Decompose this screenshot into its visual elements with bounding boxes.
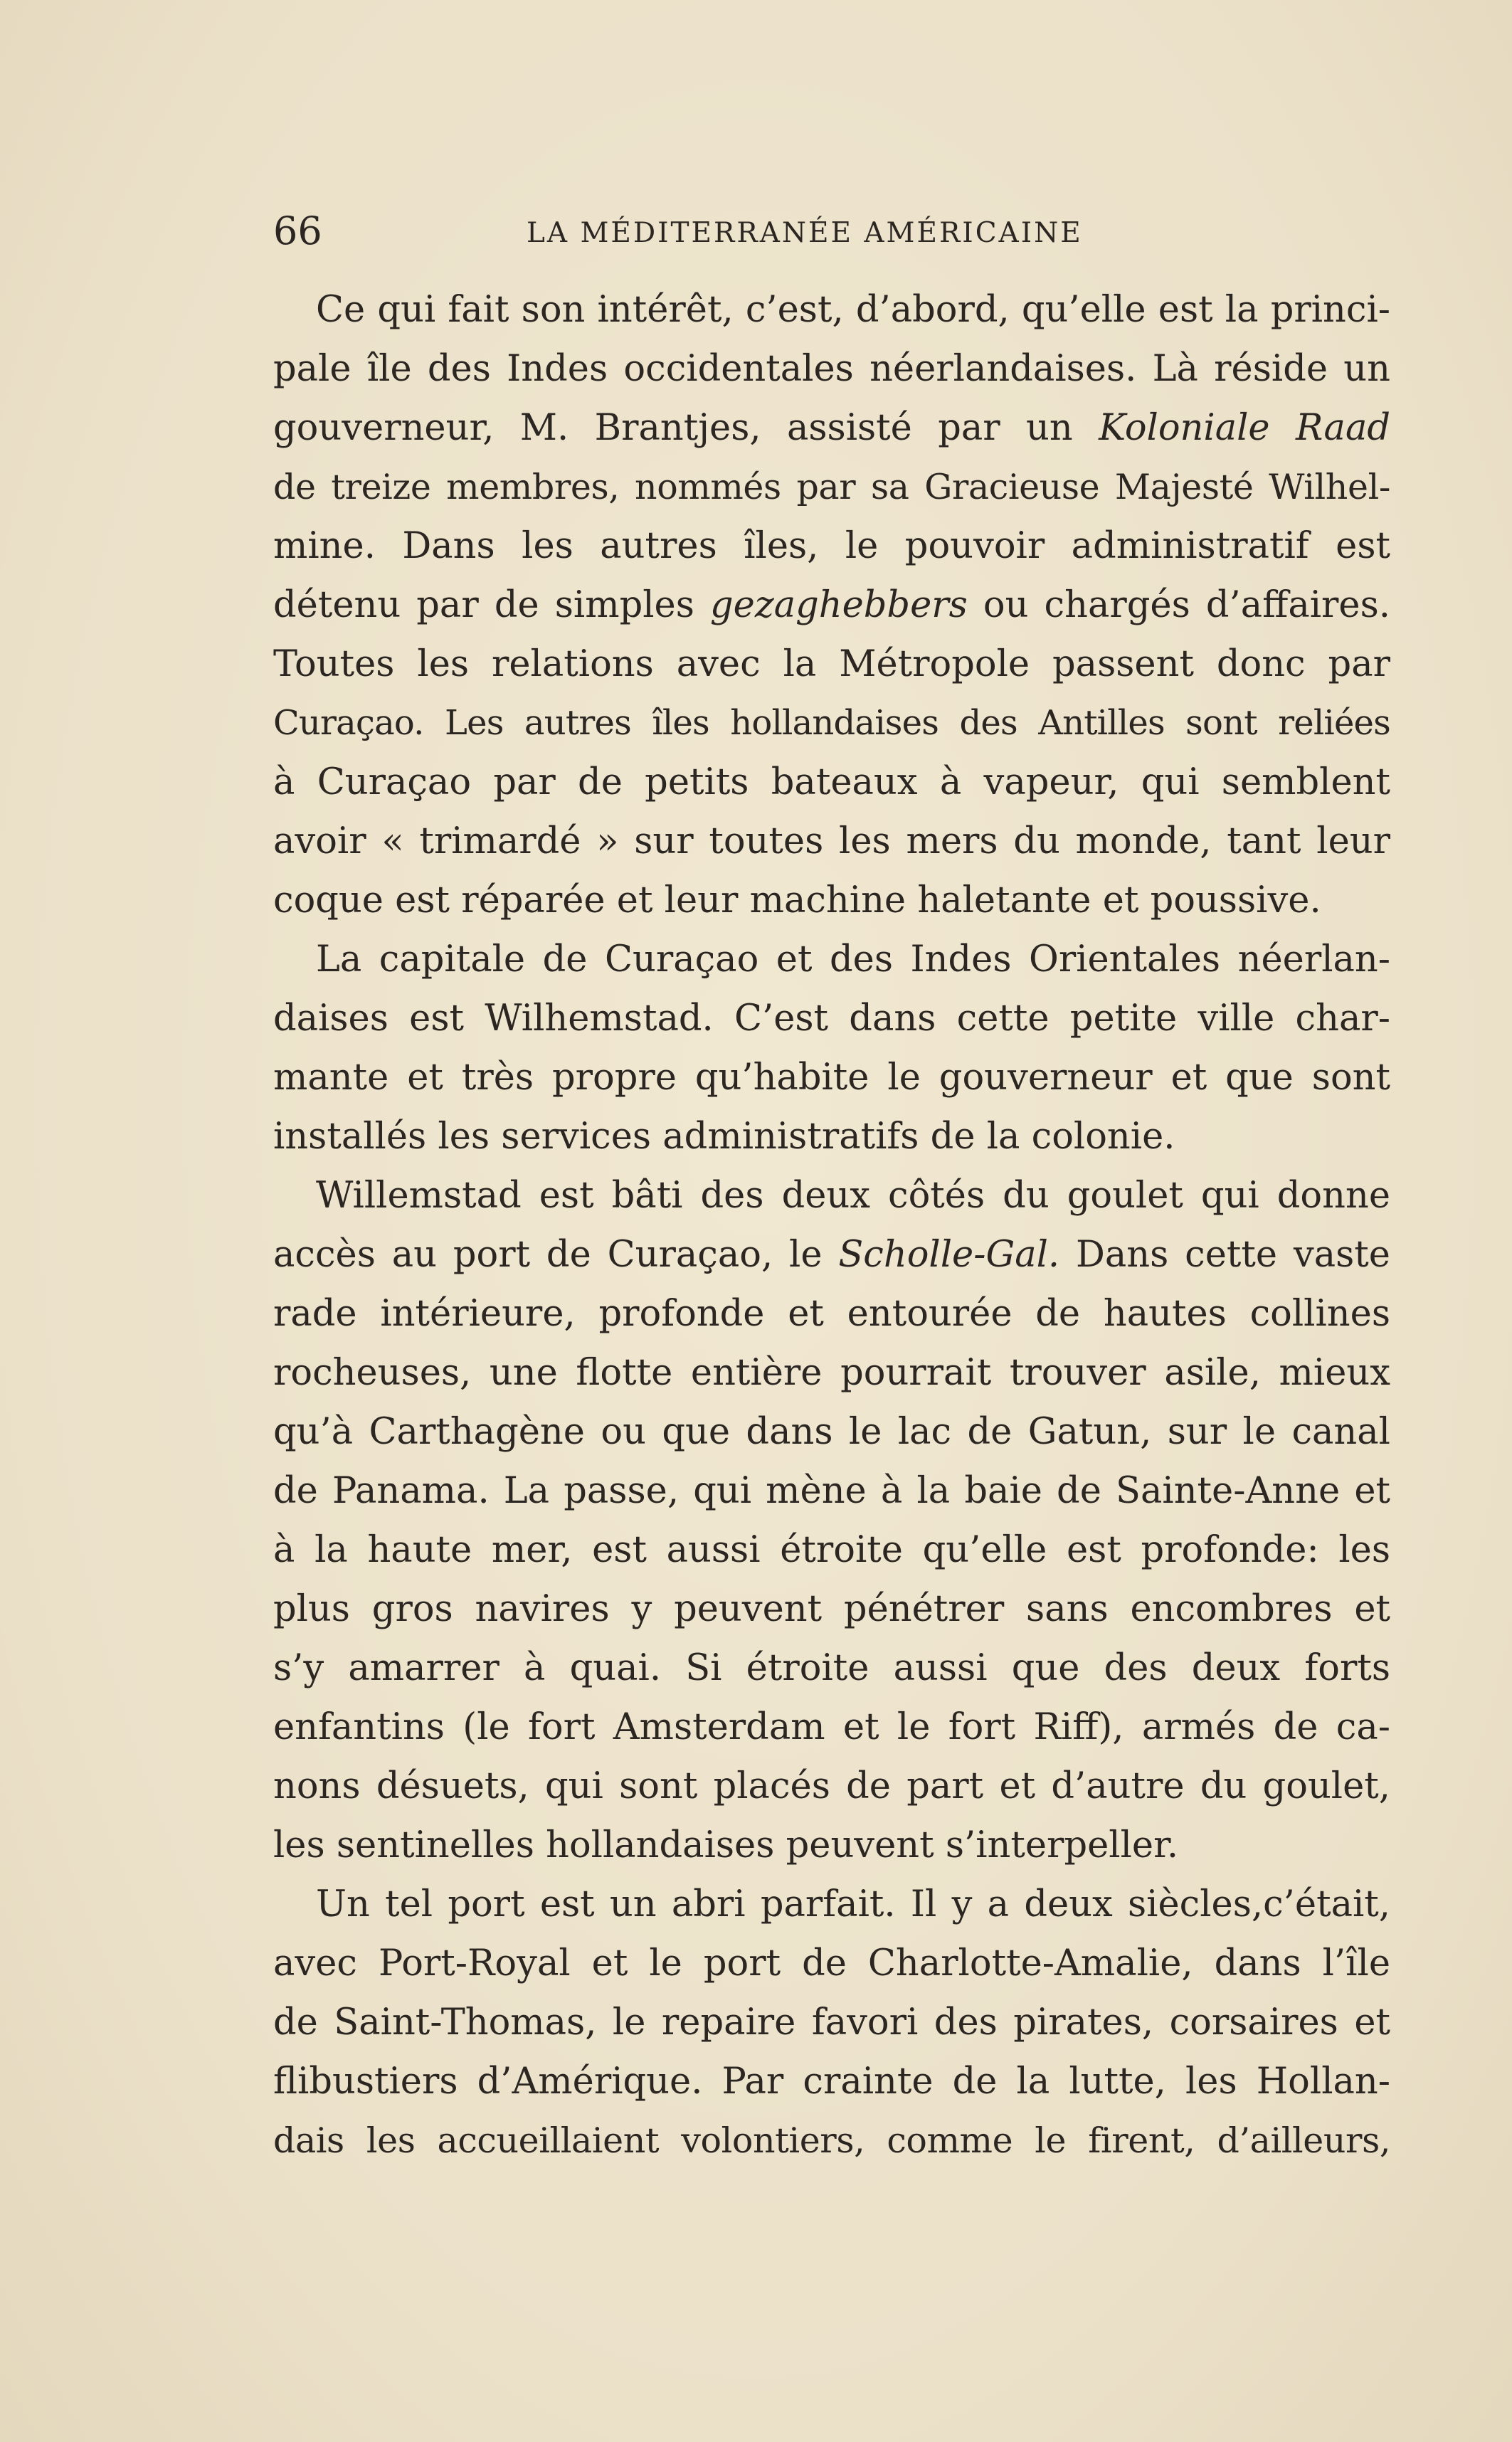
paragraph [273,930,1390,1166]
paragraph [273,1166,1390,1875]
text-line: installés les services administratifs de la colonie. [273,1116,1175,1158]
text-line: Un tel port est un abri parfait. Il y a deux siècles,c’était, [316,1883,1390,1925]
text-line: mante et très propre qu’habite le gouverneur et que sont [273,1057,1390,1099]
text-line: de Saint-Thomas, le repaire favori des pirates, corsaires et [273,2002,1390,2044]
text-segment: gouverneur, M. Brantjes, assisté par un [273,407,1099,449]
text-line: Ce qui fait son intérêt, c’est, d’abord, qu’elle est la princi- [316,289,1390,331]
italic-term: Scholle-Gal. [838,1234,1060,1276]
text-line: rade intérieure, profonde et entourée de hautes collines [273,1293,1390,1335]
text-line: dais les accueillaient volontiers, comme le firent, d’ailleurs, [273,2120,1390,2161]
text-line [273,576,1390,635]
paragraph [273,1875,1390,2170]
text-line: nons désuets, qui sont placés de part et d’autre du goulet, [273,1765,1390,1807]
text-line: qu’à Carthagène ou que dans le lac de Gatun, sur le canal [273,1411,1390,1453]
text-line: pale île des Indes occidentales néerlandaises. Là réside un [273,348,1390,390]
text-segment: détenu par de simples [273,584,710,626]
text-segment: accès au port de Curaçao, le [273,1234,839,1276]
text-line: mine. Dans les autres îles, le pouvoir administratif est [273,525,1390,567]
text-line: La capitale de Curaçao et des Indes Orientales néerlan- [316,939,1390,980]
running-title: LA MÉDITERRANÉE AMÉRICAINE [527,217,1083,249]
text-segment: ou chargés d’affaires. [967,584,1390,626]
page-number: 66 [273,208,322,253]
text-line: flibustiers d’Amérique. Par crainte de la lutte, les Hollan- [273,2061,1390,2103]
body-text [273,280,1390,2170]
text-line: Toutes les relations avec la Métropole passent donc par [273,643,1390,685]
text-line: à Curaçao par de petits bateaux à vapeur, qui semblent [273,761,1390,803]
text-line: enfantins (le fort Amsterdam et le fort Riff), armés de ca- [273,1706,1390,1748]
text-line: de treize membres, nommés par sa Gracieuse Majesté Wilhel- [273,467,1390,507]
text-line: Curaçao. Les autres îles hollandaises des Antilles sont reliées [273,703,1390,743]
text-line: rocheuses, une flotte entière pourrait trouver asile, mieux [273,1352,1390,1394]
text-line [273,1225,1390,1284]
italic-term: Koloniale Raad [1099,407,1390,449]
paragraph [273,280,1390,930]
text-segment: Dans cette vaste [1059,1234,1390,1276]
text-line: avoir « trimardé » sur toutes les mers du monde, tant leur [273,820,1390,862]
text-line: de Panama. La passe, qui mène à la baie de Sainte-Anne et [273,1470,1390,1512]
text-line: Willemstad est bâti des deux côtés du goulet qui donne [316,1175,1390,1217]
text-line: les sentinelles hollandaises peuvent s’interpeller. [273,1824,1179,1866]
text-line: s’y amarrer à quai. Si étroite aussi que des deux forts [273,1647,1390,1689]
italic-term: gezaghebbers [710,584,968,626]
text-line [273,398,1390,458]
text-line: avec Port-Royal et le port de Charlotte-Amalie, dans l’île [273,1942,1390,1984]
running-header [273,206,1390,256]
text-line: daises est Wilhemstad. C’est dans cette petite ville char- [273,998,1390,1040]
text-line: à la haute mer, est aussi étroite qu’elle est profonde: les [273,1529,1390,1571]
text-line: coque est réparée et leur machine haletante et poussive. [273,879,1321,921]
text-line: plus gros navires y peuvent pénétrer sans encombres et [273,1588,1390,1630]
